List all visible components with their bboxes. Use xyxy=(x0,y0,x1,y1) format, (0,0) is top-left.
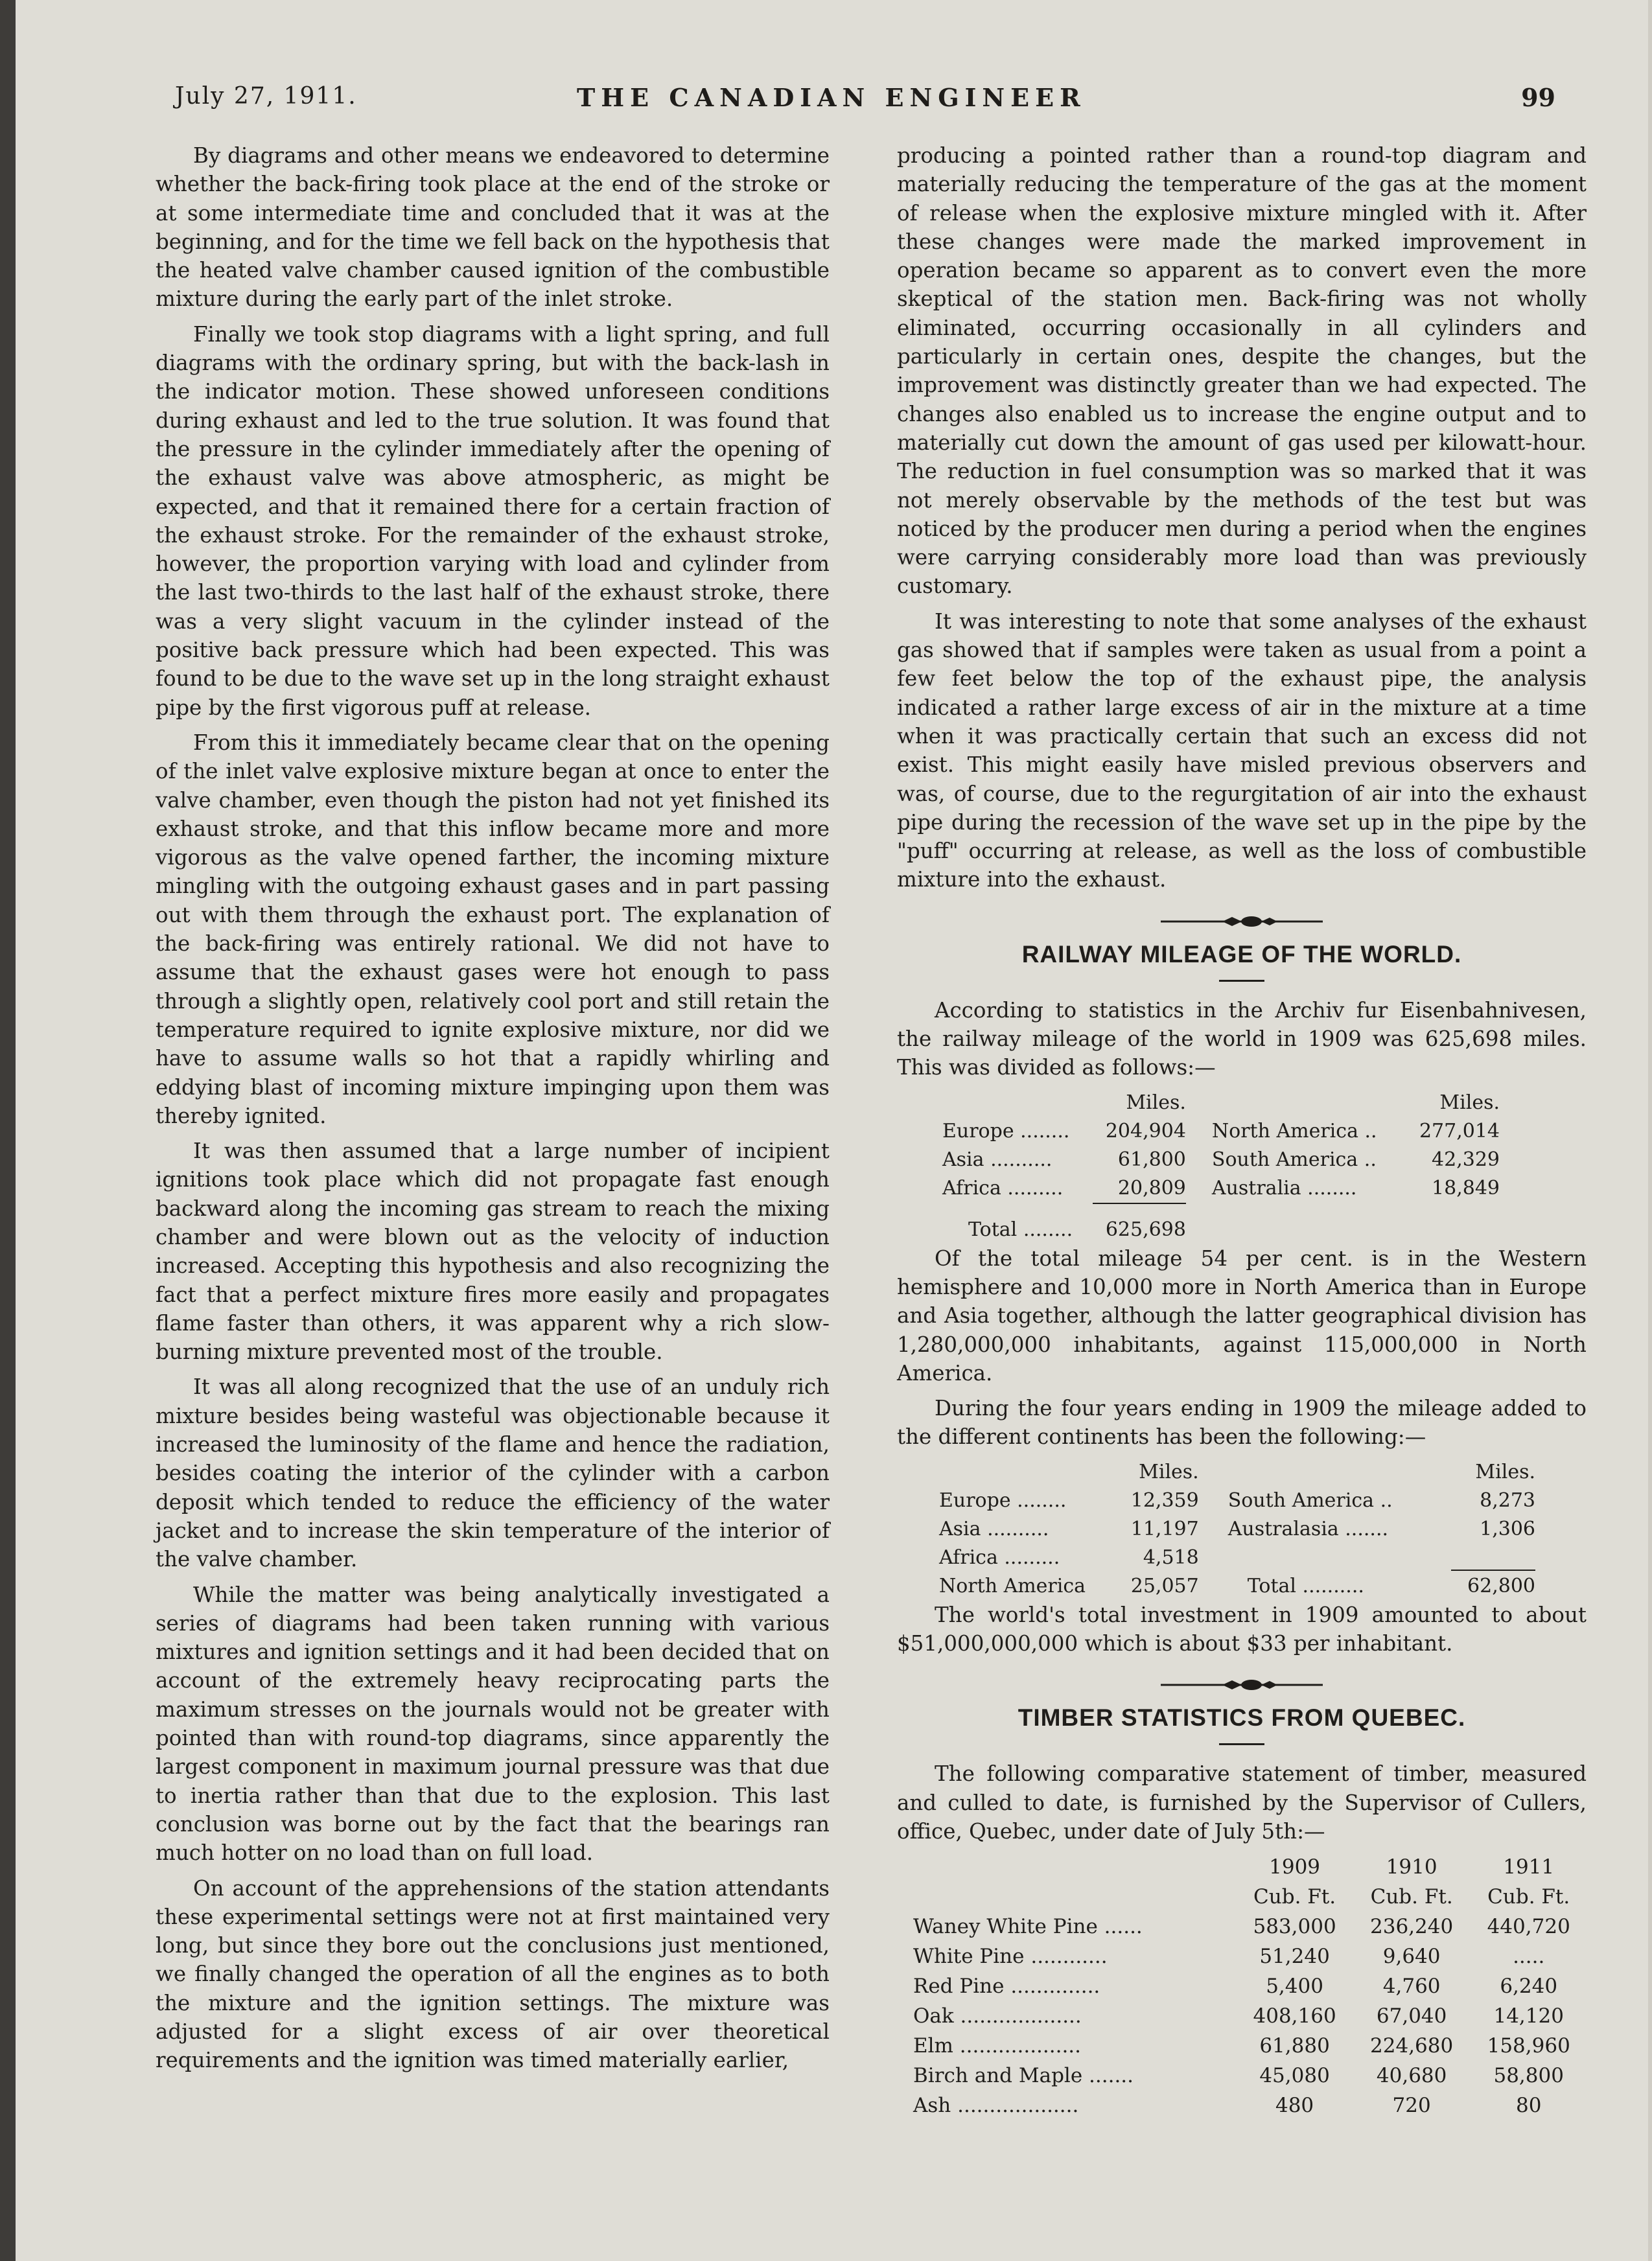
region-label: Australia ........ xyxy=(1211,1177,1357,1200)
railway-heading: RAILWAY MILEAGE OF THE WORLD. xyxy=(1021,940,1462,968)
journal-title: THE CANADIAN ENGINEER xyxy=(577,83,1086,112)
right-column xyxy=(897,141,1587,2120)
unit-header: Cub. Ft. xyxy=(1370,1885,1453,1909)
mileage-added-table xyxy=(939,1458,1535,1601)
region-label: Asia .......... xyxy=(942,1148,1053,1171)
table-row xyxy=(942,1146,1500,1174)
paragraph: producing a pointed rather than a round-top diagram and materially reducing the temperature of the gas at the moment of release when the explosive mixture mingled with it. After these changes were made the marked improvement in operation became so apparent as to convert even the more skeptical of the station men. Back-firing was not wholly eliminated, occurring occasionally in all cylinders and particularly in certain ones, despite the changes, but the improvement was distinctly greater than we had expected. The changes also enabled us to increase the engine output and to materially cut down the amount of gas used per kilowatt-hour. The reduction in fuel consumption was so marked that it was not merely observable by the methods of the test but was noticed by the producer men during a period when the engines were carrying considerably more load than was previously customary. xyxy=(897,143,1587,599)
mileage-value: 20,809 xyxy=(1117,1176,1186,1200)
paragraph: During the four years ending in 1909 the mileage added to the different continents has been the following:— xyxy=(897,1396,1587,1450)
mileage-value: 8,273 xyxy=(1480,1489,1535,1512)
table-row xyxy=(942,1117,1500,1146)
table-row xyxy=(913,2091,1587,2120)
section-divider-ornament xyxy=(1161,1677,1323,1693)
table-cell: 408,160 xyxy=(1253,2004,1336,2028)
paragraph: The world's total investment in 1909 amounted to about $51,000,000,000 which is about $33 per inhabitant. xyxy=(897,1602,1587,1656)
table-cell: 5,400 xyxy=(1266,1975,1323,1999)
table-cell: 6,240 xyxy=(1500,1975,1558,1999)
paragraph: It was all along recognized that the use of an unduly rich mixture besides being wasteful was objectionable because it increased the luminosity of the flame and hence the radiation, besides coating the interior of the cylinder with a carbon deposit which tended to reduce the efficiency of the water jacket and to increase the skin temperature of the interior of the valve chamber. xyxy=(156,1374,830,1572)
mileage-value: 4,518 xyxy=(1143,1546,1199,1569)
region-label: Africa ......... xyxy=(939,1546,1060,1569)
table-row xyxy=(913,1912,1587,1942)
mileage-value: 61,800 xyxy=(1117,1148,1186,1171)
railway-mileage-table xyxy=(942,1089,1500,1244)
column-header: Miles. xyxy=(1139,1460,1199,1483)
table-cell: 224,680 xyxy=(1370,2034,1454,2058)
table-cell: 40,680 xyxy=(1376,2064,1447,2088)
mileage-value: 25,057 xyxy=(1130,1574,1199,1597)
table-cell: ..... xyxy=(1513,1945,1545,1969)
year-header: 1911 xyxy=(1503,1855,1555,1879)
unit-header: Cub. Ft. xyxy=(1487,1885,1570,1909)
table-row xyxy=(939,1572,1535,1601)
mileage-value: 277,014 xyxy=(1419,1119,1500,1142)
region-label: North America xyxy=(939,1574,1086,1597)
timber-type: Oak ................... xyxy=(913,2004,1082,2028)
table-row xyxy=(913,2001,1587,2031)
mileage-value: 12,359 xyxy=(1130,1489,1199,1512)
timber-intro: The following comparative statement of timber, measured and culled to date, is furnished by the Supervisor of Cullers, office, Quebec, under date of July 5th:— xyxy=(897,1761,1587,1844)
year-header: 1910 xyxy=(1386,1855,1437,1879)
region-label: Asia .......... xyxy=(939,1517,1049,1540)
region-label: Europe ........ xyxy=(939,1489,1067,1512)
mileage-value: 204,904 xyxy=(1105,1119,1186,1142)
page-number: 99 xyxy=(1521,83,1555,112)
region-label: North America .. xyxy=(1211,1119,1377,1142)
mileage-value: 11,197 xyxy=(1130,1517,1199,1540)
timber-type: Red Pine .............. xyxy=(913,1975,1100,1999)
total-label: Total ........ xyxy=(968,1218,1073,1241)
table-row xyxy=(913,2031,1587,2061)
table-row xyxy=(913,2061,1587,2091)
table-cell: 45,080 xyxy=(1259,2064,1330,2088)
table-row xyxy=(939,1544,1535,1572)
issue-date: July 27, 1911. xyxy=(175,83,357,110)
binding-edge xyxy=(0,0,16,2261)
table-cell: 58,800 xyxy=(1493,2064,1564,2088)
timber-table xyxy=(913,1852,1587,2120)
railway-intro: According to statistics in the Archiv fur Eisenbahnivesen, the railway mileage of the world in 1909 was 625,698 miles. This was divided as follows:— xyxy=(897,997,1587,1080)
table-cell: 80 xyxy=(1515,2094,1542,2118)
table-cell: 4,760 xyxy=(1382,1975,1441,1999)
region-label: Europe ........ xyxy=(942,1119,1070,1142)
total-value: 625,698 xyxy=(1105,1218,1186,1241)
section-divider-ornament xyxy=(1161,914,1323,929)
mileage-value: 42,329 xyxy=(1432,1148,1500,1171)
region-label: Africa ......... xyxy=(942,1177,1064,1200)
paragraph: On account of the apprehensions of the station attendants these experimental settings were not at first maintained very long, but since they bore out the conclusions just mentioned, we finally changed the operation of all the engines as to both the mixture and the ignition settings. The mixture was adjusted for a slight excess of air over theoretical requirements and the ignition was timed materially earlier, xyxy=(156,1875,830,2073)
region-label: Australasia ....... xyxy=(1227,1517,1389,1540)
timber-type: White Pine ............ xyxy=(913,1945,1108,1969)
paragraph: It was interesting to note that some analyses of the exhaust gas showed that if samples were taken as usual from a point a few feet below the top of the exhaust pipe, the analysis indicated a rather large excess of air in the mixture at a time when it was practically certain that such an excess did not exist. This might easily have misled previous observers and was, of course, due to the regurgitation of air into the exhaust pipe during the recession of the wave set up in the pipe by the "puff" occurring at release, as well as the loss of combustible mixture into the exhaust. xyxy=(897,609,1587,892)
timber-type: Birch and Maple ....... xyxy=(913,2064,1134,2088)
paragraph: By diagrams and other means we endeavored to determine whether the back-firing took place at the end of the stroke or at some intermediate time and concluded that it was at the beginning, and for the time we fell back on the hypothesis that the heated valve chamber caused ignition of the combustible mixture during the early part of the inlet stroke. xyxy=(156,143,830,312)
table-row xyxy=(942,1174,1500,1203)
table-row xyxy=(939,1515,1535,1544)
paragraph: Finally we took stop diagrams with a light spring, and full diagrams with the ordinary spring, but with the back-lash in the indicator motion. These showed unforeseen conditions during exhaust and led to the true solution. It was found that the pressure in the cylinder immediately after the opening of the exhaust valve was above atmospheric, as might be expected, and that it remained there for a certain fraction of the exhaust stroke. For the remainder of the exhaust stroke, however, the proportion varying with load and cylinder from the last two-thirds to the last half of the exhaust stroke, there was a very slight vacuum in the cylinder instead of the positive back pressure which had been expected. This was found to be due to the wave set up in the long straight exhaust pipe by the first vigorous puff at release. xyxy=(156,321,830,720)
total-row xyxy=(942,1216,1500,1244)
mileage-value: 18,849 xyxy=(1432,1177,1500,1200)
left-column xyxy=(156,141,830,2081)
timber-type: Ash ................... xyxy=(913,2094,1079,2118)
table-cell: 720 xyxy=(1392,2094,1431,2118)
table-cell: 67,040 xyxy=(1376,2004,1447,2028)
total-value: 62,800 xyxy=(1467,1574,1535,1597)
table-cell: 480 xyxy=(1275,2094,1314,2118)
table-cell: 51,240 xyxy=(1259,1945,1330,1969)
heading-rule xyxy=(1219,1743,1264,1745)
running-header xyxy=(175,83,1555,122)
timber-type: Waney White Pine ...... xyxy=(913,1915,1143,1939)
paragraph: While the matter was being analytically investigated a series of diagrams had been taken running with various mixtures and ignition settings and it had been decided that on account of the extremely heavy reciprocating parts the maximum stresses on the journals would not be greater with pointed than with round-top diagrams, since apparently the largest component in maximum journal pressure was that due to inertia rather than that due to the explosion. This last conclusion was borne out by the fact that the bearings ran much hotter on no load than on full load. xyxy=(156,1582,830,1866)
column-header: Miles. xyxy=(1439,1091,1500,1114)
table-cell: 440,720 xyxy=(1487,1915,1570,1939)
table-row xyxy=(913,1942,1587,1971)
unit-header: Cub. Ft. xyxy=(1253,1885,1336,1909)
mileage-value: 1,306 xyxy=(1480,1517,1535,1540)
table-cell: 158,960 xyxy=(1487,2034,1570,2058)
table-cell: 14,120 xyxy=(1493,2004,1564,2028)
column-header: Miles. xyxy=(1475,1460,1535,1483)
timber-type: Elm ................... xyxy=(913,2034,1082,2058)
table-cell: 583,000 xyxy=(1253,1915,1336,1939)
region-label: South America .. xyxy=(1211,1148,1377,1171)
heading-rule xyxy=(1219,980,1264,982)
paragraph: Of the total mileage 54 per cent. is in the Western hemisphere and 10,000 more in North America than in Europe and Asia together, although the latter geographical division has 1,280,000,000 inhabitants, against 115,000,000 in North America. xyxy=(897,1246,1587,1386)
paragraph: It was then assumed that a large number of incipient ignitions took place which did not propagate fast enough backward along the incoming gas stream to reach the mixing chamber and were blown out as the velocity of induction increased. Accepting this hypothesis and also recognizing the fact that a perfect mixture fires more easily and propagates flame faster than others, it was apparent why a rich slow-burning mixture prevented most of the trouble. xyxy=(156,1139,830,1365)
table-cell: 9,640 xyxy=(1382,1945,1441,1969)
table-cell: 236,240 xyxy=(1370,1915,1454,1939)
paragraph: From this it immediately became clear that on the opening of the inlet valve explosive mixture began at once to enter the valve chamber, even though the piston had not yet finished its exhaust stroke, and that this inflow became more and more vigorous as the valve opened farther, the incoming mixture mingling with the outgoing exhaust gases and in part passing out with them through the exhaust port. The explanation of the back-firing was entirely rational. We did not have to assume that the exhaust gases were hot enough to pass through a slightly open, relatively cool port and still retain the temperature required to ignite explosive mixture, nor did we have to assume walls so hot that a rapidly whirling and eddying blast of incoming mixture impinging upon them was thereby ignited. xyxy=(156,730,830,1128)
timber-heading: TIMBER STATISTICS FROM QUEBEC. xyxy=(1018,1704,1466,1732)
table-row xyxy=(939,1487,1535,1515)
total-label: Total .......... xyxy=(1247,1574,1364,1597)
table-cell: 61,880 xyxy=(1259,2034,1330,2058)
page-edge xyxy=(1648,0,1652,2261)
table-row xyxy=(913,1971,1587,2001)
column-header: Miles. xyxy=(1126,1091,1186,1114)
region-label: South America .. xyxy=(1227,1489,1393,1512)
year-header: 1909 xyxy=(1269,1855,1321,1879)
